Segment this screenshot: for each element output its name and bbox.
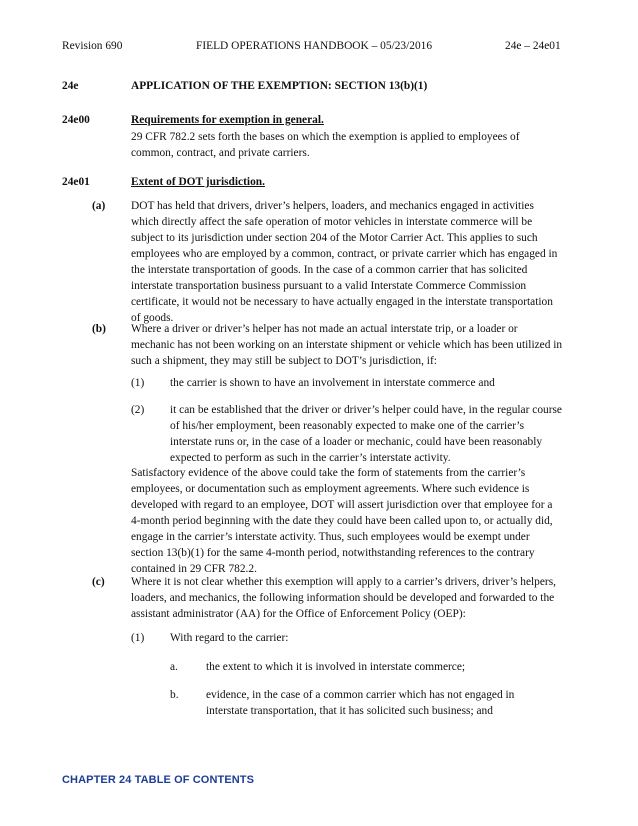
header-page-range: 24e – 24e01 [505, 40, 561, 52]
section-24e00-number: 24e00 [62, 114, 90, 126]
header-title: FIELD OPERATIONS HANDBOOK – 05/23/2016 [196, 40, 433, 52]
item-b1-label: (1) [131, 377, 145, 389]
item-c1-label: (1) [131, 632, 145, 644]
paragraph-b-label: (b) [92, 323, 106, 335]
paragraph-a-text: DOT has held that drivers, driver’s helpers, loaders, and mechanics engaged in activities which directly affect the safe operation of motor vehicles in interstate commerce will be subject to its jurisdiction under section 204 of the Motor Carrier Act. This applies to such employees who are employed by a common, contract, or private carrier which has engaged in the interstate transportation of goods. In the case of a common carrier that has solicited interstate transportation business pursuant to a valid Interstate Commerce Commission certificate, it would not be necessary to have actually engaged in the interstate transportation of goods. [131, 200, 558, 324]
paragraph-c-label: (c) [92, 576, 105, 588]
paragraph-a-label: (a) [92, 200, 106, 212]
item-b2-text: it can be established that the driver or driver’s helper could have, in the regular course of his/her employment, been reasonably expected to make one of the carrier’s interstate runs or, in the case of a loader or mechanic, could have been reasonably expected to perform as such in the carrier’s interstate activity. [170, 404, 562, 464]
section-24e-title: APPLICATION OF THE EXEMPTION: SECTION 13(b)(1) [131, 80, 428, 92]
section-24e01-title: Extent of DOT jurisdiction. [131, 176, 265, 188]
section-24e01-number: 24e01 [62, 176, 90, 188]
item-c1-text: With regard to the carrier: [170, 632, 289, 644]
header-revision: Revision 690 [62, 40, 123, 52]
table-of-contents-link[interactable]: CHAPTER 24 TABLE OF CONTENTS [62, 774, 255, 786]
paragraph-b-text: Where a driver or driver’s helper has not made an actual interstate trip, or a loader or mechanic has not been working on an interstate shipment or vehicle which has been utilized in such a shipment, they may still be subject to DOT’s jurisdiction, if: [131, 323, 563, 367]
section-24e00-title: Requirements for exemption in general. [131, 114, 324, 126]
section-24e00-body: 29 CFR 782.2 sets forth the bases on which the exemption is applied to employees of common, contract, and private carriers. [131, 131, 520, 159]
item-b2-label: (2) [131, 404, 145, 416]
section-24e-number: 24e [62, 80, 79, 92]
item-c1b-label: b. [170, 689, 179, 701]
paragraph-b-evidence: Satisfactory evidence of the above could take the form of statements from the carrier’s employees, or documentation such as employment agreements. Where such evidence is developed with regard to an employee, DOT will assert jurisdiction over that employee for a 4-month period beginning with the date they could have been called upon to, or actually did, engage in the carrier’s interstate activity. Thus, such employees would be exempt under section 13(b)(1) for the same 4-month period, notwithstanding references to the contrary contained in 29 CFR 782.2. [131, 467, 553, 575]
item-b1-text: the carrier is shown to have an involvement in interstate commerce and [170, 377, 495, 389]
item-c1a-label: a. [170, 661, 178, 673]
item-c1b-text: evidence, in the case of a common carrier which has not engaged in interstate transportation, that it has solicited such business; and [206, 689, 515, 717]
paragraph-c-text: Where it is not clear whether this exemption will apply to a carrier’s drivers, driver’s helpers, loaders, and mechanics, the following information should be developed and forwarded to the assistant administrator (AA) for the Office of Enforcement Policy (OEP): [131, 576, 557, 620]
item-c1a-text: the extent to which it is involved in interstate commerce; [206, 661, 466, 673]
